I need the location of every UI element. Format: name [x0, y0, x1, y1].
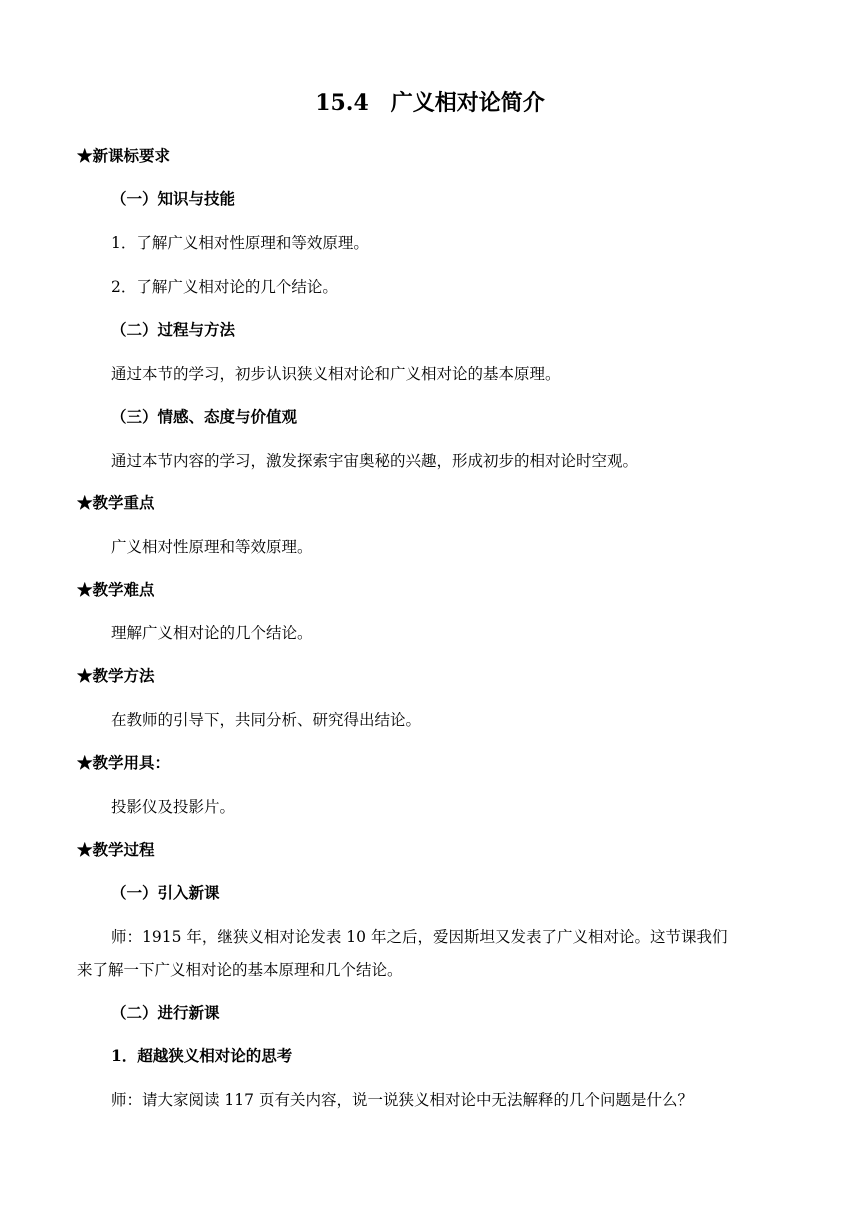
paragraph-knowledge-item-1: 1．了解广义相对性原理和等效原理。: [111, 234, 369, 252]
heading-teaching-tools: ★教学用具：: [77, 753, 171, 772]
subheading-knowledge-skills: （一）知识与技能: [111, 189, 236, 208]
page-title: [0, 87, 860, 119]
paragraph-emotion-values: 通过本节内容的学习，激发探索宇宙奥秘的兴趣，形成初步的相对论时空观。: [111, 452, 639, 470]
paragraph-teaching-tools: 投影仪及投影片。: [111, 798, 236, 816]
paragraph-introduction-line-1: 师：1915 年，继狭义相对论发表 10 年之后，爱因斯坦又发表了广义相对论。这节课我们: [111, 928, 728, 946]
paragraph-teaching-keypoints: 广义相对性原理和等效原理。: [111, 538, 313, 556]
heading-teaching-methods: ★教学方法: [77, 666, 155, 685]
paragraph-reading-question: 师：请大家阅读 117 页有关内容，说一说狭义相对论中无法解释的几个问题是什么？: [111, 1091, 693, 1109]
heading-teaching-keypoints: ★教学重点: [77, 493, 155, 512]
heading-teaching-difficulties: ★教学难点: [77, 580, 155, 599]
paragraph-process-methods: 通过本节的学习，初步认识狭义相对论和广义相对论的基本原理。: [111, 365, 561, 383]
paragraph-introduction-line-2: 来了解一下广义相对论的基本原理和几个结论。: [77, 961, 403, 979]
section-title: 广义相对论简介: [390, 90, 545, 116]
subheading-process-methods: （二）过程与方法: [111, 320, 236, 339]
paragraph-teaching-difficulties: 理解广义相对论的几个结论。: [111, 624, 313, 642]
paragraph-teaching-methods: 在教师的引导下，共同分析、研究得出结论。: [111, 711, 422, 729]
heading-curriculum-requirements: ★新课标要求: [77, 146, 171, 165]
subheading-introduction: （一）引入新课: [111, 883, 220, 902]
paragraph-knowledge-item-2: 2．了解广义相对论的几个结论。: [111, 278, 338, 296]
heading-teaching-procedure: ★教学过程: [77, 840, 155, 859]
section-number: 15.4: [315, 90, 369, 116]
subheading-new-lesson: （二）进行新课: [111, 1003, 220, 1022]
subheading-emotion-values: （三）情感、态度与价值观: [111, 407, 298, 426]
subheading-beyond-special-relativity: 1．超越狭义相对论的思考: [111, 1046, 293, 1065]
